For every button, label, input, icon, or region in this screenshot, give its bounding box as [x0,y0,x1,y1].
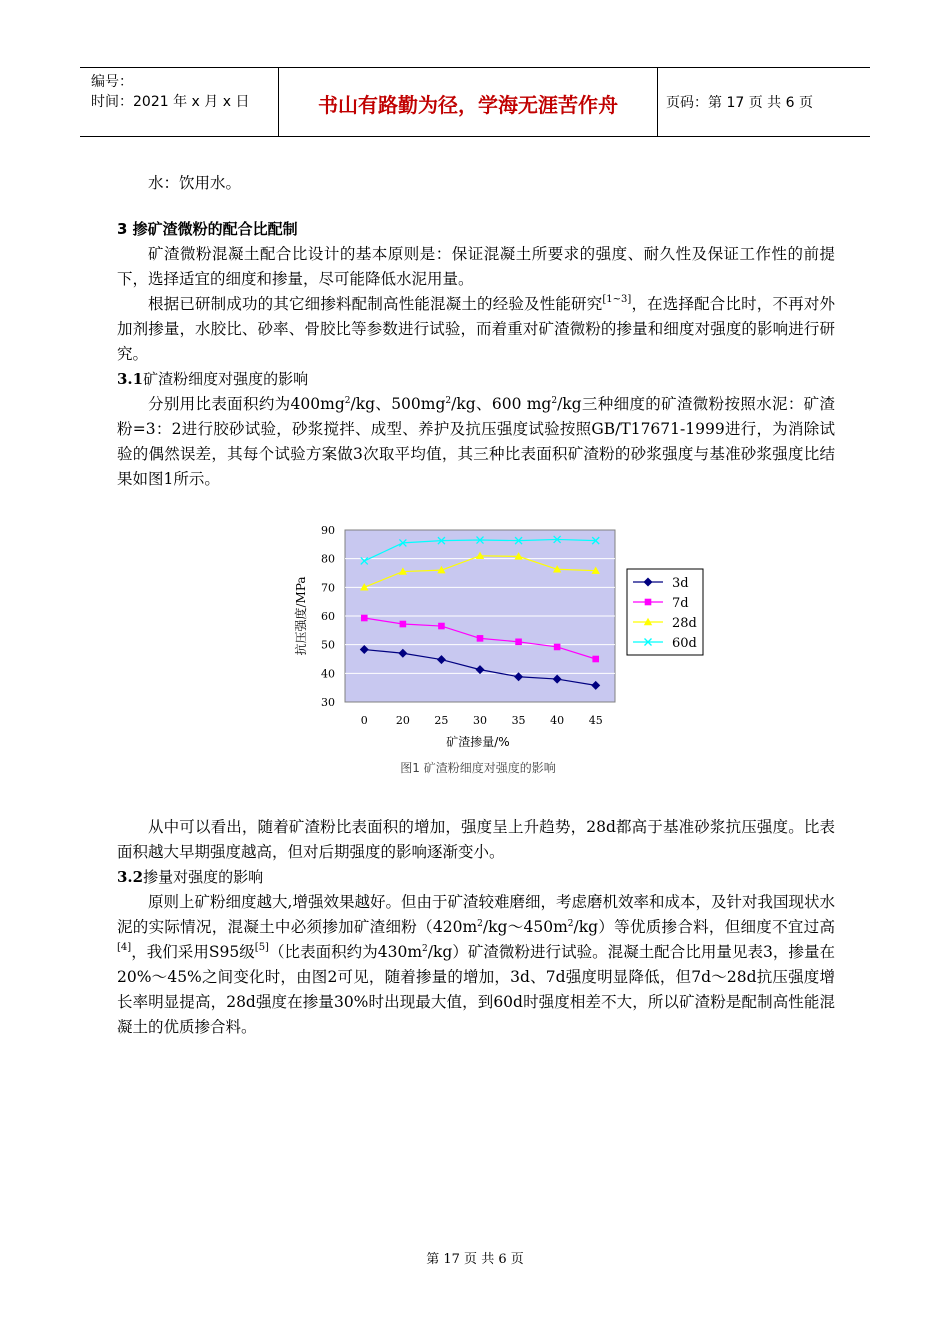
s32-text-c: /kg）等优质掺合料，但细度不宜过高 [573,918,835,936]
section-3-paragraph-2 [117,292,835,367]
page-footer: 第 17 页 共 6 页 [426,1252,524,1267]
page-header [80,67,870,137]
superscript-2: 2 [477,919,483,929]
figure-caption: 图1 矿渣粉细度对强度的影响 [400,761,556,775]
y-tick-label: 50 [321,638,335,652]
citation-1-3: [1~3] [602,294,632,305]
section-3-2-heading [117,865,835,890]
x-tick-label: 25 [434,714,449,727]
point-7d [400,621,407,628]
legend-label-3d: 3d [672,576,689,591]
section-3-1-title: 矿渣粉细度对强度的影响 [143,370,309,388]
header-motto: 书山有路勤为径，学海无涯苦作舟 [318,93,618,117]
section-3-continued [117,815,835,1040]
header-date: 时间：2021 年 x 月 x 日 [91,94,250,110]
section-3-1-paragraph-1 [117,392,835,492]
section-3-1-paragraph-2: 从中可以看出，随着矿渣粉比表面积的增加，强度呈上升趋势，28d都高于基准砂浆抗压强度。比表面积越大早期强度越高，但对后期强度的影响逐渐变小。 [117,818,835,861]
superscript-2: 2 [445,396,452,406]
point-7d [361,615,368,622]
s3-p2-text-b: ，在选择配合比时，不再对外加剂掺量，水胶比、砂率、骨胶比等参数进行试验，而着重对矿渣微粉的掺量和细度对强度的影响进行研究。 [117,295,835,363]
citation-5: [5] [254,942,269,953]
header-meta [80,68,278,136]
superscript-2: 2 [567,919,574,929]
legend-label-60d: 60d [672,636,697,651]
x-tick-label: 20 [395,714,410,727]
legend-label-28d: 28d [672,616,697,631]
s31-text-a: 分别用比表面积约为400mg [148,395,345,413]
header-number: 编号： [91,74,133,90]
y-tick-label: 60 [321,610,335,623]
y-tick-label: 80 [321,552,335,566]
section-3-paragraph-1: 矿渣微粉混凝土配合比设计的基本原则是：保证混凝土所要求的强度、耐久性及保证工作性的前提下，选择适宜的细度和掺量，尽可能降低水泥用量。 [117,245,835,288]
s31-text-c: /kg、600 mg [451,395,552,413]
legend-marker-7d [645,599,652,606]
x-tick-label: 35 [511,714,526,727]
section-3-1-number: 3.1 [117,370,144,388]
s31-text-b: /kg、500mg [350,395,446,413]
y-tick-label: 90 [321,524,335,537]
y-axis-label: 抗压强度/MPa [294,576,308,656]
strength-chart [290,515,710,780]
section-3-1-heading [117,367,835,392]
point-7d [554,644,561,651]
header-motto-cell [278,68,658,136]
section-3-2-title: 掺量对强度的影响 [143,868,264,886]
x-tick-label: 45 [588,714,603,727]
s32-text-d: ，我们采用S95级 [131,943,255,961]
superscript-2: 2 [422,944,428,954]
s31-text-d: /kg三种细度的矿渣微粉按照水泥：矿渣粉=3：2进行胶砂试验，砂浆搅拌、成型、养护及抗压强度试验按照GB/T17671-1999进行，为消除试验的偶然误差，其每个试验方案做3次取平均值，其三种比表面积矿渣粉的砂浆强度与基准砂浆强度比结果如图1所示。 [117,395,835,488]
section-3-2-paragraph-1 [117,890,835,1040]
s32-text-f: /kg）矿渣微粉进行试验。混凝土配合比用量见表3，掺量在20%～45%之间变化时，由图2可见，随着掺量的增加，3d、7d强度明显降低，但7d～28d抗压强度增长率明显提高，28d强度在掺量30%时出现最大值，到60d时强度相差不大，所以矿渣粉是配制高性能混凝土的优质掺合料。 [117,943,836,1036]
x-tick-label: 30 [473,714,487,727]
chart-legend [627,569,703,655]
section-3-2-number: 3.2 [117,868,144,886]
citation-4: [4] [117,942,132,953]
s32-text-a: 原则上矿粉细度越大,增强效果越好。但由于矿渣较难磨细，考虑磨机效率和成本，及针对我国现状水泥的实际情况，混凝土中必须掺加矿渣细粉（420m [117,893,835,936]
point-7d [515,639,522,646]
x-tick-label: 40 [550,714,565,727]
point-7d [477,635,484,642]
s32-text-e: （比表面积约为430m [268,943,423,961]
s3-p2-text-a: 根据已研制成功的其它细掺料配制高性能混凝土的经验及性能研究 [148,295,603,313]
section-3-heading: 3 掺矿渣微粉的配合比配制 [117,220,298,238]
superscript-2: 2 [344,396,351,406]
header-page-label: 页码：第 17 页 共 6 页 [666,95,813,111]
legend-label-7d: 7d [672,596,689,611]
water-line-block [117,171,835,196]
x-tick-label: 0 [360,714,368,727]
water-line: 水：饮用水。 [148,174,242,192]
superscript-2: 2 [551,396,558,406]
s32-text-b: /kg～450m [482,918,568,936]
point-7d [438,623,445,630]
y-tick-label: 40 [321,667,335,681]
point-7d [592,656,599,663]
y-tick-label: 70 [321,581,335,595]
y-tick-label: 30 [321,696,335,709]
section-3 [117,217,835,492]
x-axis-label: 矿渣掺量/% [446,735,510,749]
